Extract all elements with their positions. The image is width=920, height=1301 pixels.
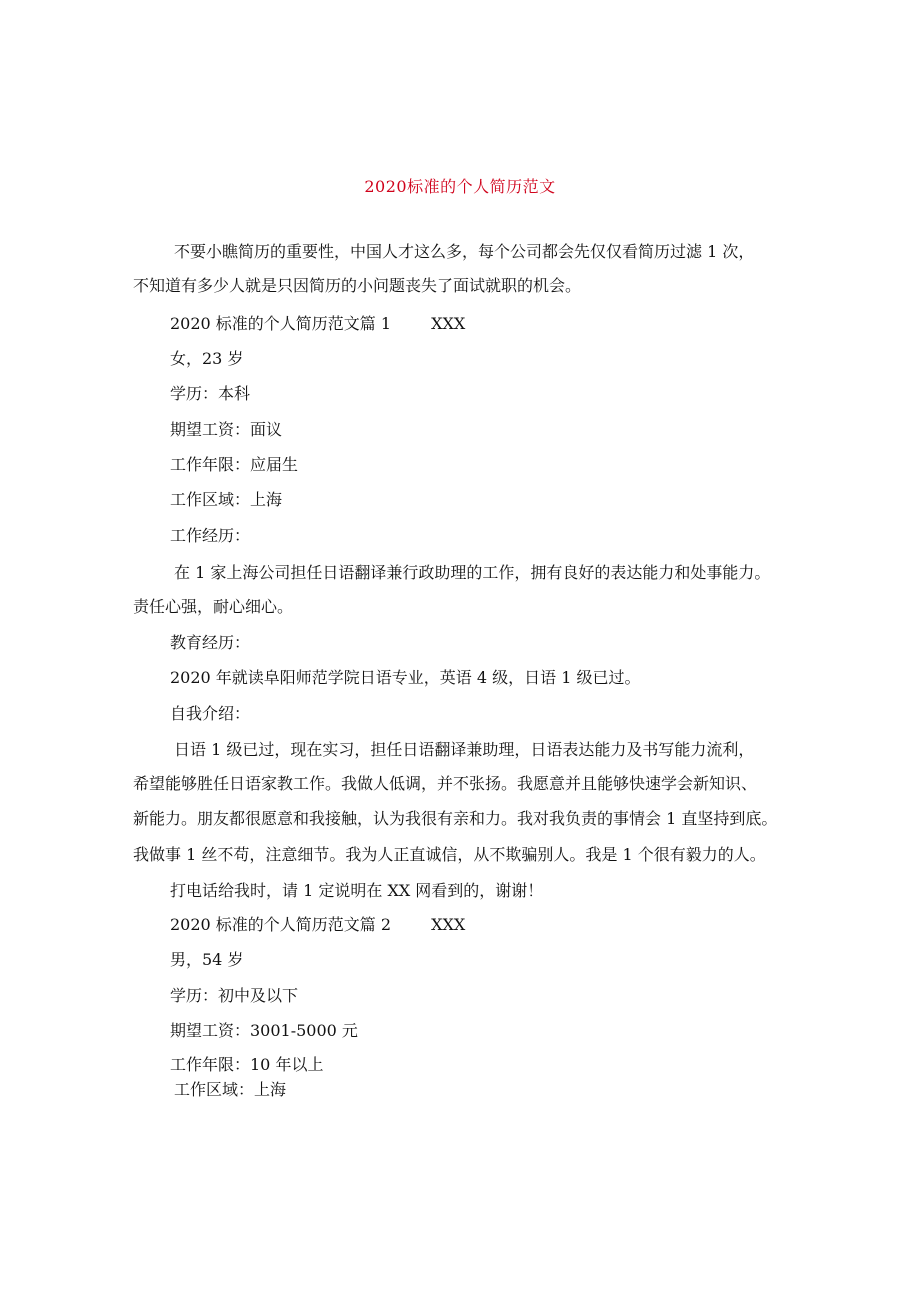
resume1-years: 工作年限：应届生	[170, 455, 299, 474]
resume1-self-line-3: 新能力。朋友都很愿意和我接触，认为我很有亲和力。我对我负责的事情会 1 直坚持到底。	[133, 809, 778, 828]
resume1-heading-row	[170, 314, 465, 334]
resume1-heading: 2020 标准的个人简历范文篇 1	[170, 314, 392, 333]
page-title: 2020标准的个人简历范文	[364, 177, 556, 196]
resume2-education: 学历：初中及以下	[170, 986, 299, 1005]
resume1-salary: 期望工资：面议	[170, 420, 283, 439]
resume1-self-label: 自我介绍：	[170, 704, 251, 723]
resume2-heading-row	[170, 915, 465, 935]
resume1-edu-label: 教育经历：	[170, 633, 251, 652]
resume1-work-label: 工作经历：	[170, 526, 251, 545]
resume1-region: 工作区域：上海	[170, 490, 283, 509]
resume1-self-line-1: 日语 1 级已过，现在实习，担任日语翻译兼助理，日语表达能力及书写能力流利，	[174, 740, 755, 759]
resume2-gender-age: 男，54 岁	[170, 950, 244, 969]
intro-line-2: 不知道有多少人就是只因简历的小问题丧失了面试就职的机会。	[133, 276, 582, 295]
resume2-heading: 2020 标准的个人简历范文篇 2	[170, 915, 392, 934]
intro-line-1: 不要小瞧简历的重要性，中国人才这么多，每个公司都会先仅仅看简历过滤 1 次，	[174, 242, 755, 261]
resume1-self-line-2: 希望能够胜任日语家教工作。我做人低调，并不张扬。我愿意并且能够快速学会新知识、	[133, 774, 758, 793]
resume1-gender-age: 女，23 岁	[170, 349, 244, 368]
resume1-work-line-1: 在 1 家上海公司担任日语翻译兼行政助理的工作，拥有良好的表达能力和处事能力。	[174, 563, 771, 582]
resume1-work-line-2: 责任心强，耐心细心。	[133, 597, 294, 616]
resume2-salary: 期望工资：3001-5000 元	[170, 1021, 358, 1040]
resume1-contact: 打电话给我时，请 1 定说明在 XX 网看到的，谢谢！	[170, 881, 544, 900]
resume2-years: 工作年限：10 年以上	[170, 1055, 324, 1074]
resume2-name: XXX	[431, 915, 466, 934]
resume1-name: XXX	[431, 314, 466, 333]
resume2-region: 工作区域：上海	[174, 1080, 287, 1099]
resume1-education: 学历：本科	[170, 384, 251, 403]
resume1-self-line-4: 我做事 1 丝不苟，注意细节。我为人正直诚信，从不欺骗别人。我是 1 个很有毅力的人。	[133, 845, 766, 864]
resume1-edu: 2020 年就读阜阳师范学院日语专业，英语 4 级，日语 1 级已过。	[170, 668, 641, 687]
